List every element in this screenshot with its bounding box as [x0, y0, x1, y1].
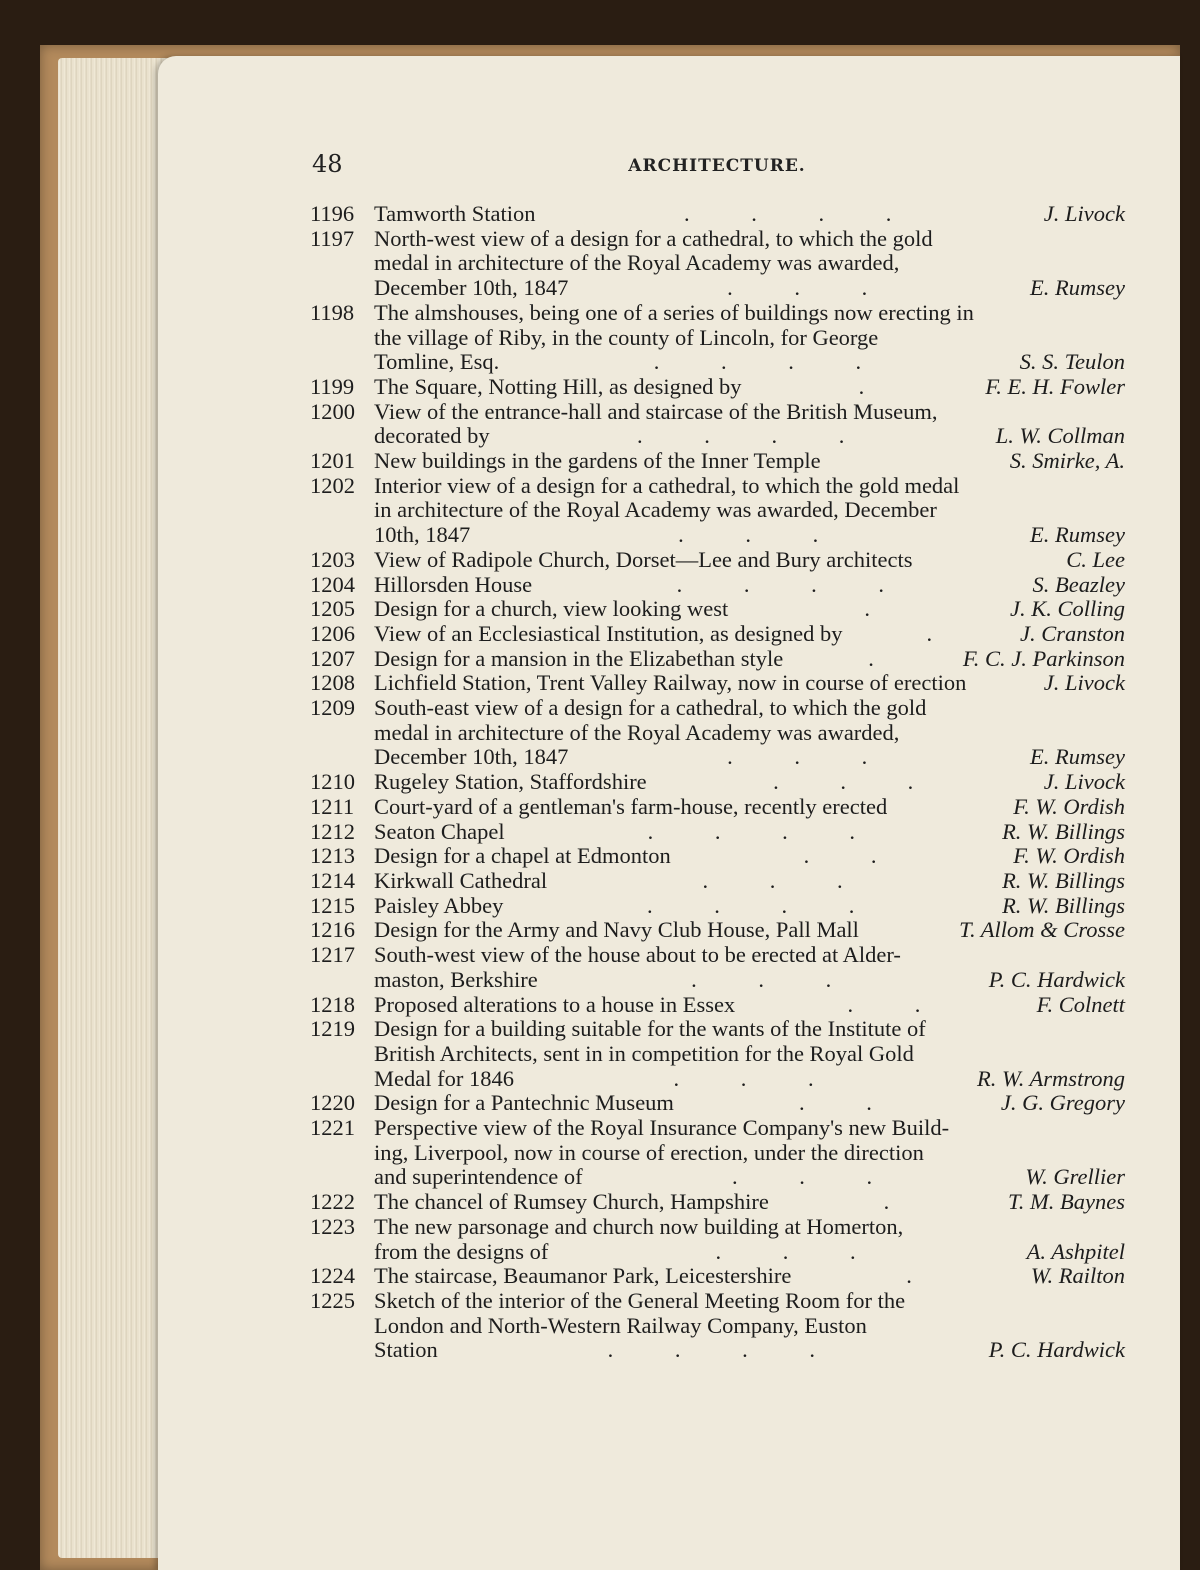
architect-name: R. W. Armstrong — [977, 1065, 1125, 1091]
entry-final-line — [374, 744, 1125, 770]
entry-number: 1208 — [310, 670, 355, 696]
catalogue-entry — [310, 844, 1125, 869]
entry-line: Perspective view of the Royal Insurance Company's new Build- — [374, 1115, 950, 1141]
entry-final-line — [374, 620, 1125, 647]
catalogue-entry — [310, 869, 1125, 894]
entry-number: 1216 — [310, 917, 355, 943]
entry-title-text: from the designs of — [374, 1238, 549, 1264]
entry-title-text: Tamworth Station — [374, 201, 536, 226]
entry-title-text: The chancel of Rumsey Church, Hampshire — [374, 1189, 769, 1215]
leader-dots: . — [864, 597, 874, 622]
entry-title-text: Hillorsden House — [374, 571, 533, 597]
catalogue-entry — [310, 795, 1125, 820]
entry-number: 1207 — [310, 645, 355, 671]
architect-name: E. Rumsey — [1030, 522, 1125, 548]
entry-final-line — [374, 818, 1125, 845]
leader-dots: . . . — [731, 1165, 877, 1190]
entry-title-text: Kirkwall Cathedral — [374, 867, 548, 893]
entry-line: British Architects, sent in in competition for the Royal Gold — [374, 1040, 914, 1066]
entry-title-text: decorated by — [374, 423, 490, 449]
catalogue-entry — [310, 548, 1125, 573]
entry-description — [374, 301, 1125, 375]
catalogue-entry — [310, 1091, 1125, 1116]
leader-dots: . . . — [727, 276, 872, 301]
catalogue-entry — [310, 400, 1125, 449]
entry-final-line — [374, 1164, 1125, 1190]
architect-name: T. M. Baynes — [1007, 1189, 1125, 1215]
entry-description — [374, 844, 1125, 869]
entry-title-text: Proposed alterations to a house in Essex — [374, 991, 736, 1017]
entry-title-text: New buildings in the gardens of the Inner Temple — [374, 448, 821, 474]
catalogue-entry — [310, 597, 1125, 622]
architect-name: F. C. J. Parkinson — [962, 645, 1125, 671]
entry-line: in architecture of the Royal Academy was awarded, December — [374, 497, 937, 523]
entry-number: 1209 — [310, 695, 355, 721]
entry-title-text: 10th, 1847 — [374, 522, 471, 548]
entry-description — [374, 1215, 1125, 1264]
catalogue-entry — [310, 301, 1125, 375]
entry-title-text: Medal for 1846 — [374, 1065, 514, 1091]
entry-final-line — [374, 201, 1125, 227]
catalogue-entry — [310, 1215, 1125, 1264]
architect-name: F. W. Ordish — [1013, 843, 1125, 869]
leader-dots: . — [868, 646, 878, 671]
entry-number: 1217 — [310, 942, 355, 968]
architect-name: T. Allom & Crosse — [959, 917, 1125, 943]
running-head — [312, 150, 1122, 184]
entry-final-line — [374, 867, 1125, 894]
entry-description — [374, 400, 1125, 449]
entry-number: 1221 — [310, 1115, 355, 1141]
catalogue-entry — [310, 1289, 1125, 1363]
catalogue-entry — [310, 449, 1125, 474]
catalogue-entry — [310, 993, 1125, 1018]
leader-dots: . — [883, 1190, 894, 1215]
entry-description — [374, 474, 1125, 548]
leader-dots: . . . — [678, 523, 823, 548]
leader-dots: . . . . — [647, 819, 860, 844]
entry-final-line — [374, 670, 1125, 696]
architect-name: F. W. Ordish — [1013, 793, 1125, 819]
entry-final-line — [374, 596, 1125, 622]
entry-final-line — [374, 275, 1125, 301]
architect-name: R. W. Billings — [1002, 867, 1125, 893]
leader-dots: . . . — [773, 770, 918, 795]
entry-description — [374, 770, 1125, 795]
leader-dots: . . . . — [653, 350, 866, 375]
entry-description — [374, 1289, 1125, 1363]
catalogue-entry — [310, 943, 1125, 992]
page-number: 48 — [312, 150, 343, 178]
leader-dots: . . — [798, 1091, 876, 1116]
entry-description — [374, 918, 1125, 943]
entry-number: 1220 — [310, 1090, 355, 1116]
architect-name: J. Livock — [1043, 769, 1125, 795]
catalogue-entry — [310, 1017, 1125, 1091]
entry-line: View of the entrance-hall and staircase of the British Museum, — [374, 398, 938, 424]
entry-title-text: Seaton Chapel — [374, 818, 505, 844]
entry-number: 1222 — [310, 1189, 355, 1215]
entry-title-text: The Square, Notting Hill, as designed by — [374, 373, 742, 399]
entry-final-line — [374, 522, 1125, 548]
architect-name: W. Grellier — [1025, 1164, 1125, 1190]
entry-title-text: Rugeley Station, Staffordshire — [374, 769, 647, 795]
entry-final-line — [374, 966, 1125, 993]
entry-description — [374, 894, 1125, 919]
architect-name: J. Livock — [1043, 201, 1125, 226]
entry-description — [374, 202, 1125, 227]
catalogue-entry — [310, 1190, 1125, 1215]
catalogue-entry — [310, 573, 1125, 598]
leader-dots: . . . — [715, 1239, 860, 1264]
leader-dots: . . . . — [676, 572, 888, 597]
entry-line: medal in architecture of the Royal Academy was awarded, — [374, 250, 900, 276]
architect-name: J. Livock — [1043, 670, 1125, 696]
entry-number: 1224 — [310, 1263, 355, 1289]
entry-final-line — [374, 423, 1125, 449]
entry-number: 1203 — [310, 546, 355, 572]
entry-title-text: Design for the Army and Navy Club House, Pall Mall — [374, 917, 859, 943]
entry-title-text: View of an Ecclesiastical Institution, as designed by — [374, 620, 843, 646]
entry-number: 1205 — [310, 596, 355, 622]
architect-name: E. Rumsey — [1030, 744, 1125, 770]
entry-description — [374, 671, 1125, 696]
entry-final-line — [374, 1090, 1125, 1116]
entry-number: 1206 — [310, 620, 355, 646]
entry-description — [374, 647, 1125, 672]
entry-number: 1213 — [310, 843, 355, 869]
architect-name: R. W. Billings — [1002, 892, 1125, 918]
page-title: ARCHITECTURE. — [628, 156, 806, 176]
entry-line: Sketch of the interior of the General Meeting Room for the — [374, 1287, 906, 1313]
entry-line: The new parsonage and church now building at Homerton, — [374, 1213, 904, 1239]
catalogue-entry — [310, 647, 1125, 672]
entry-final-line — [374, 793, 1125, 820]
entry-title-text: Design for a mansion in the Elizabethan style — [374, 645, 784, 671]
entry-description — [374, 573, 1125, 598]
entry-final-line — [374, 546, 1125, 573]
architect-name: J. K. Colling — [1009, 596, 1125, 622]
entry-description — [374, 1116, 1125, 1190]
entry-description — [374, 943, 1125, 992]
entry-title-text: maston, Berkshire — [374, 966, 538, 992]
architect-name: F. E. H. Fowler — [985, 373, 1125, 399]
architect-name: E. Rumsey — [1030, 275, 1125, 301]
architect-name: P. C. Hardwick — [988, 1337, 1125, 1363]
entry-title-text: Tomline, Esq. — [374, 349, 500, 375]
entry-number: 1212 — [310, 818, 355, 844]
entry-line: South-west view of the house about to be erected at Alder- — [374, 942, 901, 968]
entry-title-text: View of Radipole Church, Dorset—Lee and Bury architects — [374, 546, 913, 572]
entry-number: 1200 — [310, 398, 355, 424]
entry-line: London and North-Western Railway Company, Euston — [374, 1312, 867, 1338]
entry-final-line — [374, 1065, 1125, 1092]
entry-description — [374, 449, 1125, 474]
architect-name: A. Ashpitel — [1026, 1238, 1125, 1264]
leader-dots: . . . — [691, 967, 836, 992]
entry-title-text: Court-yard of a gentleman's farm-house, recently erected — [374, 793, 888, 819]
entry-title-text: The staircase, Beaumanor Park, Leicestershire — [374, 1263, 792, 1289]
entry-number: 1202 — [310, 472, 355, 498]
entry-number: 1214 — [310, 867, 355, 893]
leader-dots: . — [906, 1264, 916, 1289]
entry-number: 1199 — [310, 373, 355, 399]
entry-final-line — [374, 917, 1125, 943]
entry-description — [374, 1190, 1125, 1215]
leader-dots: . . — [847, 992, 925, 1017]
entry-title-text: Design for a church, view looking west — [374, 596, 729, 622]
entry-number: 1218 — [310, 991, 355, 1017]
entry-title-text: Paisley Abbey — [374, 892, 504, 918]
architect-name: P. C. Hardwick — [988, 966, 1125, 992]
entry-number: 1225 — [310, 1287, 355, 1313]
leader-dots: . . — [803, 844, 881, 869]
catalogue-entry — [310, 770, 1125, 795]
leader-dots: . . . . — [607, 1338, 819, 1363]
entry-number: 1211 — [310, 793, 355, 819]
entry-final-line — [374, 571, 1125, 598]
architect-name: S. Beazley — [1032, 571, 1125, 597]
entry-description — [374, 696, 1125, 770]
entry-line: Design for a building suitable for the wants of the Institute of — [374, 1016, 926, 1042]
entry-final-line — [374, 1189, 1125, 1215]
leader-dots: . . . . — [683, 202, 896, 226]
architect-name: J. Cranston — [1019, 620, 1125, 646]
entry-number: 1210 — [310, 769, 355, 795]
entry-description — [374, 795, 1125, 820]
entry-line: medal in architecture of the Royal Academy was awarded, — [374, 719, 900, 745]
entry-title-text: December 10th, 1847 — [374, 275, 569, 301]
architect-name: J. G. Gregory — [1000, 1090, 1125, 1116]
entry-final-line — [374, 373, 1125, 400]
leader-dots: . . . — [673, 1066, 818, 1091]
entry-description — [374, 869, 1125, 894]
entry-title-text: Design for a Pantechnic Museum — [374, 1090, 674, 1116]
entry-final-line — [374, 892, 1125, 919]
entry-title-text: Design for a chapel at Edmonton — [374, 843, 671, 869]
entry-description — [374, 622, 1125, 647]
entry-number: 1223 — [310, 1213, 355, 1239]
leader-dots: . — [858, 374, 869, 399]
catalogue-entry — [310, 671, 1125, 696]
entry-description — [374, 227, 1125, 301]
catalogue-entries — [310, 202, 1125, 1363]
entry-final-line — [374, 1337, 1125, 1363]
entry-title-text: Lichfield Station, Trent Valley Railway, now in course of erection — [374, 670, 967, 696]
architect-name: S. Smirke, A. — [1009, 448, 1125, 474]
architect-name: F. Colnett — [1036, 991, 1125, 1017]
catalogue-entry — [310, 894, 1125, 919]
entry-title-text: December 10th, 1847 — [374, 744, 569, 770]
entry-final-line — [374, 349, 1125, 375]
architect-name: W. Railton — [1030, 1263, 1125, 1289]
entry-number: 1219 — [310, 1016, 355, 1042]
entry-number: 1215 — [310, 892, 355, 918]
entry-description — [374, 375, 1125, 400]
entry-line: the village of Riby, in the county of Lincoln, for George — [374, 324, 879, 350]
entry-line: Interior view of a design for a cathedral, to which the gold medal — [374, 472, 960, 498]
catalogue-entry — [310, 202, 1125, 227]
entry-final-line — [374, 769, 1125, 795]
entry-description — [374, 993, 1125, 1018]
entry-description — [374, 548, 1125, 573]
leader-dots: . . . . — [637, 424, 849, 449]
catalogue-entry — [310, 696, 1125, 770]
entry-description — [374, 597, 1125, 622]
catalogue-entry — [310, 375, 1125, 400]
entry-number: 1201 — [310, 448, 355, 474]
entry-final-line — [374, 843, 1125, 869]
entry-line: South-east view of a design for a cathedral, to which the gold — [374, 695, 927, 721]
entry-final-line — [374, 1238, 1125, 1265]
leader-dots: . . . — [727, 745, 872, 770]
leader-dots: . — [926, 621, 937, 646]
entry-title-text: and superintendence of — [374, 1164, 583, 1190]
entry-line: North-west view of a design for a cathedral, to which the gold — [374, 225, 933, 251]
entry-description — [374, 820, 1125, 845]
entry-number: 1196 — [310, 201, 355, 226]
catalogue-entry — [310, 1264, 1125, 1289]
entry-line: ing, Liverpool, now in course of erection, under the direction — [374, 1139, 924, 1165]
catalogue-entry — [310, 918, 1125, 943]
catalogue-entry — [310, 1116, 1125, 1190]
entry-description — [374, 1017, 1125, 1091]
entry-description — [374, 1091, 1125, 1116]
entry-final-line — [374, 991, 1125, 1018]
catalogue-entry — [310, 820, 1125, 845]
entry-final-line — [374, 1263, 1125, 1289]
architect-name: C. Lee — [1066, 546, 1125, 572]
page-edges — [58, 58, 168, 1558]
architect-name: L. W. Collman — [995, 423, 1125, 449]
entry-final-line — [374, 645, 1125, 672]
catalogue-entry — [310, 622, 1125, 647]
entry-number: 1197 — [310, 225, 355, 251]
entry-number: 1198 — [310, 299, 355, 325]
entry-line: The almshouses, being one of a series of buildings now erecting in — [374, 299, 974, 325]
catalogue-entry — [310, 227, 1125, 301]
entry-title-text: Station — [374, 1337, 438, 1363]
leader-dots: . . . — [702, 868, 847, 893]
entry-description — [374, 1264, 1125, 1289]
entry-final-line — [374, 448, 1125, 474]
architect-name: S. S. Teulon — [1019, 349, 1125, 375]
leader-dots: . . . . — [647, 893, 859, 918]
entry-number: 1204 — [310, 571, 355, 597]
architect-name: R. W. Billings — [1002, 818, 1125, 844]
catalogue-entry — [310, 474, 1125, 548]
